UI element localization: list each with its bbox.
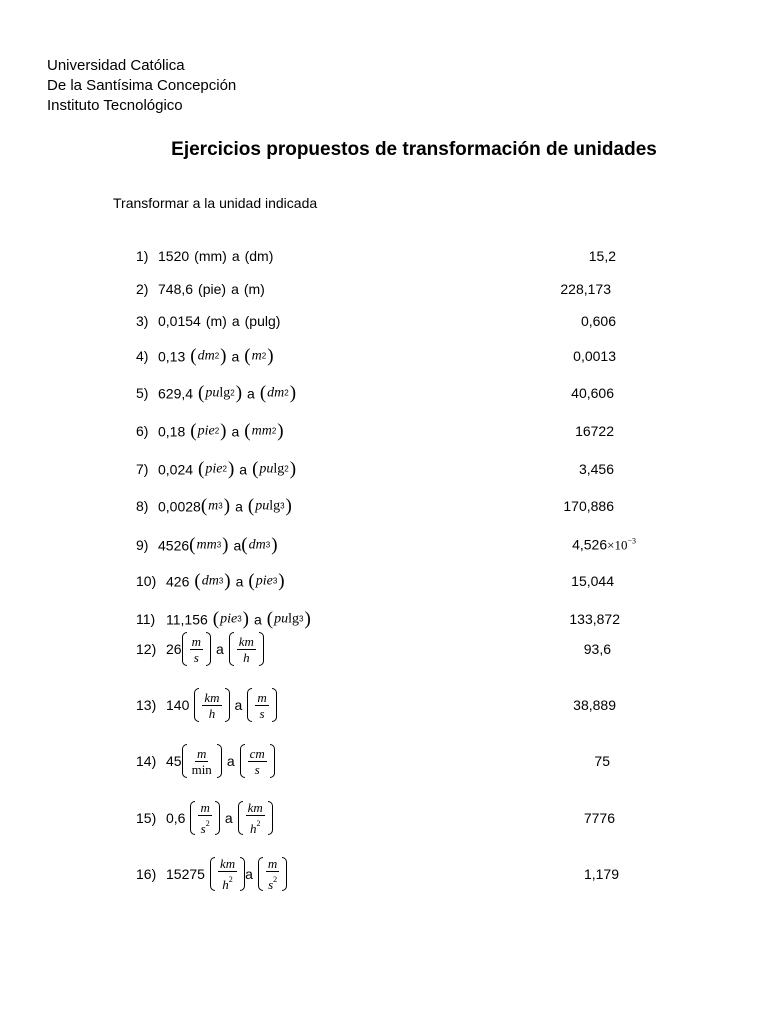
connector: a [247,385,255,401]
exercise-value: 1520 [158,248,190,264]
exercise-answer: 93,6 [583,641,611,657]
from-unit: (pie) [198,281,227,297]
exercise-answer: 0,606 [580,313,616,329]
exercise-answer: 15,044 [571,573,614,589]
exercise-number: 6) [136,423,149,439]
to-unit: $\frac{cm}{s}$ [240,744,275,778]
to-unit: $\frac{m}{s^2}$ [258,856,287,892]
exercise-value: 426 [166,573,190,589]
connector: a [234,697,243,713]
exercise-value: 0,6 [166,810,186,826]
to-unit: (dm) [244,248,274,264]
connector: a [231,348,240,364]
from-unit: $\frac{km}{h}$ [194,688,229,722]
to-unit: ( m 2 ) [244,345,274,367]
from-unit: $\frac{m}{s^2}$ [190,800,219,836]
to-unit: ( pie 3 ) [248,570,285,592]
to-unit: ( dm 3 ) [241,534,278,556]
exercise-expression [166,632,264,666]
university-name: Universidad Católica [47,57,185,74]
exercise-value: 11,156 [166,611,208,627]
exercise-number: 12) [136,641,157,657]
exercise-number: 5) [136,385,149,401]
exercise-answer: 3,456 [578,461,614,477]
exercise-number: 15) [136,810,157,826]
exercise-row [136,378,636,408]
exercise-number: 1) [136,248,149,264]
exercise-expression [158,536,278,555]
connector: a [235,498,243,514]
exercise-number: 7) [136,461,149,477]
exercise-answer: 16722 [575,423,614,439]
exercise-value: 629,4 [158,385,194,401]
connector: a [239,461,248,477]
from-unit: $\frac{m}{s}$ [182,632,211,666]
exercise-expression [158,248,273,264]
to-unit: ( pu lg 3 ) [247,495,292,517]
exercise-row [136,799,636,837]
exercise-row [136,630,636,668]
exercise-value: 0,024 [158,461,194,477]
exercise-value: 140 [166,697,190,713]
from-unit: (mm) [194,248,227,264]
to-unit: $\frac{km}{h^2}$ [238,800,273,836]
exercise-expression [166,572,285,591]
exercise-row [136,454,636,484]
exercise-number: 14) [136,753,157,769]
institution-header [47,56,236,116]
exercise-value: 0,18 [158,423,186,439]
exercise-answer: 228,173 [560,281,611,297]
exercise-expression [158,422,284,441]
from-unit: $\frac{km}{h^2}$ [210,856,245,892]
university-subtitle: De la Santísima Concepción [47,77,237,94]
exercise-row [136,566,636,596]
to-unit: ( mm 2 ) [244,420,284,442]
to-unit: $\frac{km}{h}$ [229,632,264,666]
connector: a [235,573,244,589]
exercise-row [136,742,636,780]
connector: a [245,866,253,882]
exercise-answer: 170,886 [563,498,614,514]
exercise-expression [166,688,277,722]
exercise-value: 0,0154 [158,313,201,329]
exercise-expression [158,384,296,403]
exercise-answer: 1,179 [583,866,619,882]
exercise-expression [166,610,311,629]
to-unit: ( pu lg 2 ) [252,458,297,480]
from-unit: ( pie 3 ) [212,608,249,630]
exercise-expression [166,744,275,778]
exercise-number: 8) [136,498,149,514]
from-unit: ( pie 2 ) [190,420,227,442]
from-unit: $\frac{m}{\min}$ [182,744,222,778]
exercise-value: 0,13 [158,348,186,364]
connector: a [226,753,235,769]
exercise-answer: 40,606 [571,385,614,401]
exercise-value: 0,0028 [158,498,201,514]
connector: a [215,641,224,657]
exercise-row [136,530,636,560]
connector: a [231,248,240,264]
exercise-row [136,241,636,271]
exercise-expression [166,856,287,892]
exercise-number: 4) [136,348,149,364]
from-unit: ( m 3 ) [200,495,231,517]
to-unit: (pulg) [244,313,281,329]
exercise-row [136,416,636,446]
connector: a [254,611,262,627]
exercise-number: 13) [136,697,157,713]
from-unit: ( mm 3 ) [189,534,229,556]
from-unit: ( pu lg 2 ) [198,382,243,404]
from-unit: ( dm 3 ) [194,570,231,592]
exercise-answer: 75 [594,753,610,769]
exercise-number: 11) [136,611,156,627]
exercise-answer: $4,526\times 10^{-3}$ [572,536,636,553]
exercise-row [136,855,636,893]
exercise-row [136,274,636,304]
exercise-answer: 0,0013 [573,348,616,364]
to-unit: $\frac{m}{s}$ [247,688,276,722]
exercise-expression [166,800,273,836]
exercise-answer: 7776 [583,810,615,826]
exercise-number: 3) [136,313,149,329]
exercise-value: 45 [166,753,182,769]
from-unit: ( pie 2 ) [198,458,235,480]
connector: a [231,423,240,439]
connector: a [224,810,233,826]
exercise-row [136,686,636,724]
exercise-value: 15275 [166,866,205,882]
connector: a [231,281,239,297]
institute-name: Instituto Tecnológico [47,97,183,114]
from-unit: (m) [205,313,227,329]
exercise-expression [158,313,280,329]
exercise-row [136,306,636,336]
to-unit: ( pu lg 3 ) [266,608,311,630]
exercise-number: 10) [136,573,157,589]
exercise-number: 9) [136,537,149,553]
exercise-number: 2) [136,281,149,297]
exercise-row [136,491,636,521]
from-unit: ( dm 2 ) [190,345,227,367]
exercise-expression [158,497,292,516]
exercise-value: 748,6 [158,281,194,297]
exercise-answer: 133,872 [569,611,620,627]
connector: a [231,313,240,329]
to-unit: (m) [243,281,265,297]
page-title: Ejercicios propuestos de transformación de unidades [171,139,657,160]
exercise-value: 26 [166,641,182,657]
exercise-number: 16) [136,866,157,882]
exercise-row [136,341,636,371]
exercise-expression [158,460,296,479]
to-unit: ( dm 2 ) [259,382,297,404]
exercise-value: 4526 [158,537,190,553]
connector: a [233,537,242,553]
exercise-expression [158,347,274,366]
exercise-answer: 38,889 [573,697,616,713]
exercise-expression [158,281,265,297]
instruction-text: Transformar a la unidad indicada [113,195,318,211]
exercise-answer: 15,2 [588,248,616,264]
